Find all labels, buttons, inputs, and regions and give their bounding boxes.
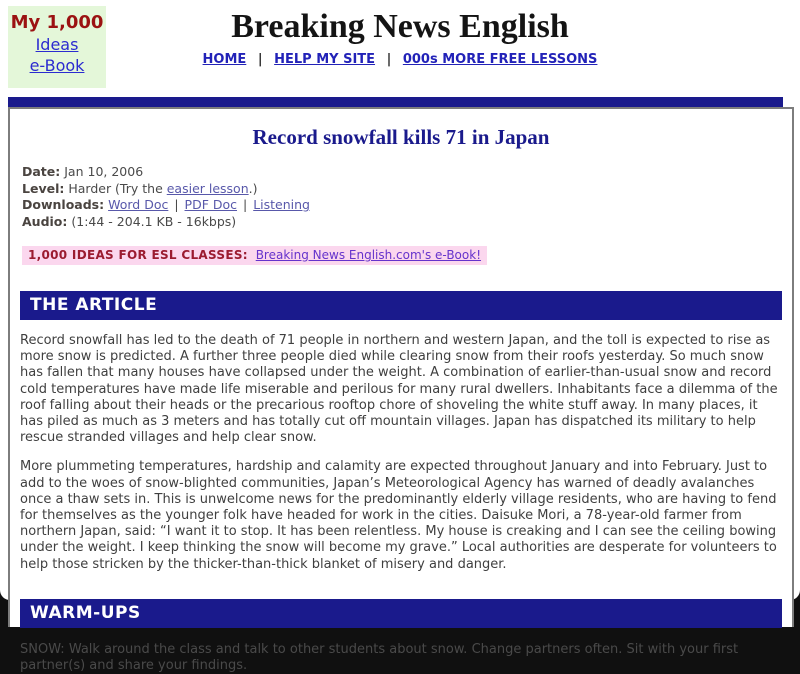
nav-more-lessons-link[interactable]: 000s MORE FREE LESSONS (402, 52, 598, 68)
date-label: Date: (22, 164, 61, 179)
pdf-doc-link[interactable]: PDF Doc (184, 197, 238, 212)
promo-ebook-link[interactable]: Breaking News English.com's e-Book! (255, 248, 482, 262)
level-value-suffix: .) (248, 180, 258, 196)
lesson-content-box (8, 107, 794, 674)
lesson-meta (22, 164, 784, 230)
audio-label: Audio: (22, 213, 68, 229)
level-label: Level: (22, 180, 65, 196)
nav-home-link[interactable]: HOME (202, 52, 247, 68)
divider-band (8, 97, 783, 107)
article-paragraph-1: Record snowfall has led to the death of 71 people in northern and western Japan, and the toll is expected to rise as more snow is predicted. A further three people died while clearing snow from their roofs yesterday. So much snow has fallen that many houses have collapsed under the weight. A combination of earlier-than-usual snow and record cold temperatures have made life miserable and perilous for many rural dwellers. Inhabitants face a dilemma of the roof falling about their heads or the precarious rooftop chore of shoveling the white stuff away. In many places, it has piled as much as 3 meters and has totally cut off mountain villages. Japan has dispatched its military to help rescue stranded villages and help clear snow. (20, 333, 778, 446)
meta-level-row (22, 181, 784, 198)
downloads-label: Downloads: (22, 197, 105, 212)
word-doc-link[interactable]: Word Doc (108, 197, 169, 212)
downloads-separator: | (243, 197, 248, 212)
warmups-clipped-line: SNOW: Walk around the class and talk to other students about snow. Change partners often. Sit with your first partner(s) and share your findings. (20, 641, 739, 674)
warmups-section-header: WARM-UPS (20, 599, 782, 628)
article-paragraph-2: More plummeting temperatures, hardship and calamity are expected throughout January and into February. Just to add to the woes of snow-blighted communities, Japan’s Meteorological Agency has warned of deadly avalanches once a thaw sets in. This is unwelcome news for the predominantly elderly village residents, who are having to fend for themselves as the younger folk have headed for work in the cities. Daisuke Mori, a 78-year-old farmer from northern Japan, said: “I want it to stop. It has been relentless. My house is creaking and I can see the ceiling bowing under the weight. I keep thinking the snow will become my grave.” Local authorities are desperate for volunteers to help those stricken by the thicker-than-thick blanket of misery and danger. (20, 459, 777, 572)
listening-link[interactable]: Listening (253, 197, 310, 212)
meta-audio-row (22, 214, 784, 231)
ebook-promo-box[interactable] (8, 6, 106, 88)
promo-label: 1,000 IDEAS FOR ESL CLASSES: (28, 248, 248, 262)
downloads-separator: | (174, 197, 179, 212)
level-value: Harder (Try the (68, 180, 167, 196)
meta-date-row (22, 164, 784, 181)
nav-help-site-link[interactable]: HELP MY SITE (274, 52, 376, 68)
esl-ideas-promo (22, 246, 487, 265)
lesson-title: Record snowfall kills 71 in Japan (252, 125, 550, 149)
main-nav (0, 52, 800, 67)
ebook-ideas-link[interactable]: Ideas (35, 34, 79, 54)
easier-lesson-link[interactable]: easier lesson (166, 180, 249, 196)
ebook-book-link[interactable]: e-Book (29, 56, 85, 76)
nav-separator: | (257, 52, 263, 68)
audio-value: (1:44 - 204.1 KB - 16kbps) (71, 213, 237, 229)
article-section-header: THE ARTICLE (20, 291, 782, 320)
site-header (0, 0, 800, 97)
meta-downloads-row (22, 197, 784, 214)
ebook-box-title: My 1,000 (10, 12, 104, 33)
nav-separator: | (386, 52, 392, 68)
date-value: Jan 10, 2006 (64, 164, 144, 179)
site-title: Breaking News English (231, 8, 569, 45)
